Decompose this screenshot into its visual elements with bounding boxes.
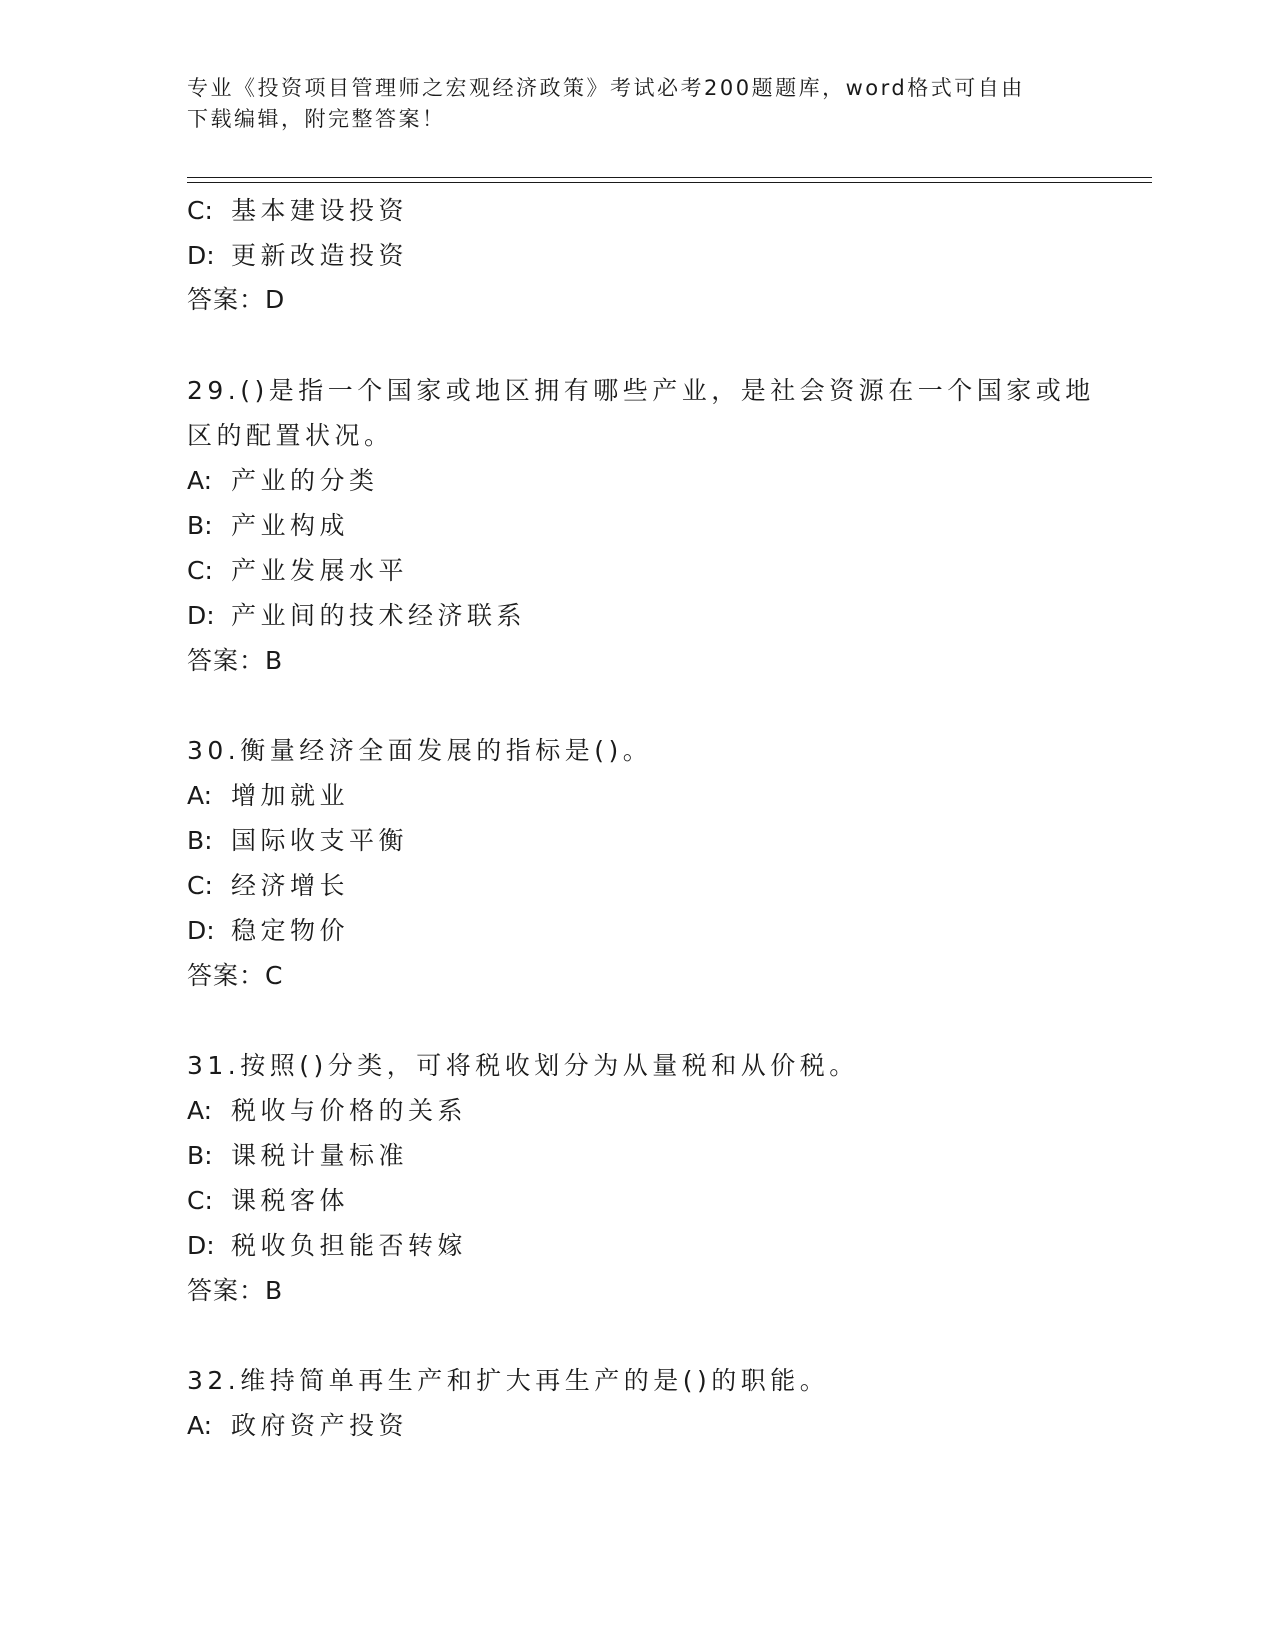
header-rule-bottom <box>187 182 1152 183</box>
option-b: B: 国际收支平衡 <box>187 826 409 855</box>
question-31-stem: 31.按照()分类，可将税收划分为从量税和从价税。 <box>187 1051 859 1080</box>
option-a: A: 增加就业 <box>187 781 350 810</box>
option-d: D: 稳定物价 <box>187 916 350 945</box>
option-a: A: 税收与价格的关系 <box>187 1096 468 1125</box>
option-d: D: 产业间的技术经济联系 <box>187 601 527 630</box>
answer-line: 答案：B <box>187 1276 284 1305</box>
question-30-stem: 30.衡量经济全面发展的指标是()。 <box>187 736 653 765</box>
option-a: A: 产业的分类 <box>187 466 379 495</box>
option-c: C: 经济增长 <box>187 871 350 900</box>
option-b: B: 产业构成 <box>187 511 350 540</box>
question-29-stem-2: 区的配置状况。 <box>187 421 394 450</box>
answer-line: 答案：C <box>187 961 284 990</box>
option-d: D: 税收负担能否转嫁 <box>187 1231 468 1260</box>
option-d: D: 更新改造投资 <box>187 241 409 270</box>
option-c: C: 产业发展水平 <box>187 556 409 585</box>
document-header <box>187 73 1067 135</box>
question-32-stem: 32.维持简单再生产和扩大再生产的是()的职能。 <box>187 1366 830 1395</box>
header-rule-top <box>187 177 1152 178</box>
header-line-1: 专业《投资项目管理师之宏观经济政策》考试必考200题题库，word格式可自由 <box>187 76 1025 100</box>
option-c: C: 课税客体 <box>187 1186 350 1215</box>
option-c: C: 基本建设投资 <box>187 196 409 225</box>
header-line-2: 下载编辑，附完整答案！ <box>187 107 446 131</box>
option-a: A: 政府资产投资 <box>187 1411 409 1440</box>
option-b: B: 课税计量标准 <box>187 1141 409 1170</box>
answer-line: 答案：B <box>187 646 284 675</box>
answer-line: 答案：D <box>187 285 286 314</box>
question-29-stem-1: 29.()是指一个国家或地区拥有哪些产业，是社会资源在一个国家或地 <box>187 376 1095 405</box>
